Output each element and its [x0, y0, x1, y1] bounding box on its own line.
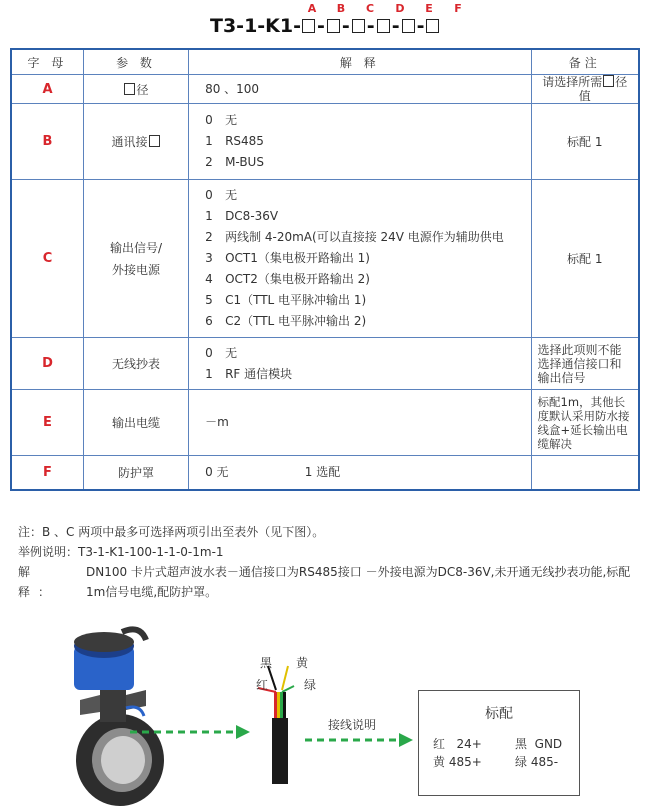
row-letter: D: [11, 338, 83, 390]
option: 0 无: [205, 113, 238, 127]
row-desc: [189, 75, 531, 104]
slot-letter-b: B: [336, 2, 346, 15]
row-desc: [189, 390, 531, 456]
explain-line: [18, 562, 642, 602]
table-row: [11, 338, 639, 390]
slot-box: [402, 19, 415, 33]
model-code-title: T3-1-K1- - - - - -: [210, 15, 440, 37]
slot-box: [426, 19, 439, 33]
slot-box: [377, 19, 390, 33]
spec-table: [10, 48, 640, 491]
slot-letter-f: F: [454, 2, 462, 15]
table-row: [11, 390, 639, 456]
row-letter: A: [11, 75, 83, 104]
table-header-row: [11, 49, 639, 75]
table-row: [11, 180, 639, 338]
slot-box: [352, 19, 365, 33]
row-param: 通讯接: [83, 104, 188, 180]
wire-label-red: 红: [256, 678, 269, 692]
row-note: 标配 1: [531, 104, 639, 180]
row-letter: E: [11, 390, 83, 456]
legend-title: 标配: [485, 706, 513, 722]
row-param: 径: [83, 75, 188, 104]
square-glyph: [149, 135, 160, 147]
slot-letter-e: E: [425, 2, 433, 15]
option: 0 无: [205, 188, 238, 202]
option: 5 C1（TTL 电平脉冲输出 1): [205, 293, 367, 307]
option: 0 无: [205, 345, 238, 360]
row-note: 标配 1: [531, 180, 639, 338]
arrow-right-icon: [305, 730, 415, 750]
slot-letter-d: D: [395, 2, 405, 15]
option: 3 OCT1（集电极开路输出 1): [205, 251, 370, 265]
option: 2 M-BUS: [205, 155, 264, 169]
square-glyph: [124, 83, 135, 95]
header-note: 备注: [531, 49, 639, 75]
model-prefix: T3-1-K1-: [210, 15, 302, 37]
row-letter: F: [11, 456, 83, 490]
option: 1 RS485: [205, 134, 264, 148]
cable-illustration: [248, 620, 328, 809]
option: 4 OCT2（集电极开路输出 2): [205, 272, 370, 286]
header-letter: 字 母: [11, 49, 83, 75]
slot-letter-c: C: [365, 2, 375, 15]
row-param: 输出信号/ 外接电源: [83, 180, 188, 338]
explain-text: DN100 卡片式超声波水表－通信接口为RS485接口 －外接电源为DC8-36V,未开通无线抄表功能,标配1m信号电缆,配防护罩。: [86, 565, 631, 599]
row-letter: B: [11, 104, 83, 180]
row-letter: C: [11, 180, 83, 338]
legend-green: 绿 485-: [515, 755, 559, 769]
slot-box: [302, 19, 315, 33]
wiring-legend-box: [418, 690, 580, 796]
option: 0 无 1 选配: [205, 464, 341, 479]
row-desc: [189, 338, 531, 390]
table-row: [11, 104, 639, 180]
model-code-header: [210, 2, 490, 42]
table-row: [11, 456, 639, 490]
example-label: 举例说明：: [18, 545, 79, 559]
row-note: 选择此项则不能选择通信接口和输出信号: [531, 338, 639, 390]
note-line: 注：B 、C 两项中最多可选择两项引出至表外（见下图）。: [18, 525, 325, 539]
square-glyph: [603, 75, 614, 87]
slot-box: [327, 19, 340, 33]
wire-label-yellow: 黄: [296, 656, 309, 670]
option: 1 RF 通信模块: [205, 366, 293, 381]
row-param: 输出电缆: [83, 390, 188, 456]
slot-letters: [210, 2, 490, 16]
wiring-caption: 接线说明: [328, 718, 377, 732]
slot-letter-a: A: [307, 2, 317, 15]
option: 80 、100: [205, 81, 260, 96]
row-param: 无线抄表: [83, 338, 188, 390]
meter-illustration: [60, 620, 230, 809]
option: 6 C2（TTL 电平脉冲输出 2): [205, 314, 367, 328]
table-row: [11, 75, 639, 104]
row-note: 标配1m，其他长度默认采用防水接线盒+延长输出电缆解决: [531, 390, 639, 456]
row-param: 防护罩: [83, 456, 188, 490]
row-note: [531, 456, 639, 490]
example-code: T3-1-K1-100-1-1-0-1m-1: [78, 545, 224, 559]
legend-black: 黑 GND: [515, 737, 563, 751]
arrow-right-icon: [130, 722, 250, 742]
legend-yellow: 黄 485+: [433, 755, 482, 769]
row-desc: [189, 456, 531, 490]
notes-section: [18, 522, 642, 602]
explain-label: 解 释：: [18, 565, 59, 599]
option: －m: [205, 415, 229, 429]
wiring-diagram: [0, 620, 650, 809]
header-desc: 解 释: [189, 49, 531, 75]
option: 1 DC8-36V: [205, 209, 279, 223]
row-desc: [189, 104, 531, 180]
legend-red: 红 24+: [433, 737, 482, 751]
row-note: 请选择所需 径值: [531, 75, 639, 104]
header-param: 参 数: [83, 49, 188, 75]
example-line: [18, 542, 642, 562]
wire-label-green: 绿: [304, 678, 317, 692]
option: 2 两线制 4-20mA(可以直接接 24V 电源作为辅助供电: [205, 230, 504, 244]
row-desc: [189, 180, 531, 338]
wire-label-black: 黑: [260, 656, 273, 670]
